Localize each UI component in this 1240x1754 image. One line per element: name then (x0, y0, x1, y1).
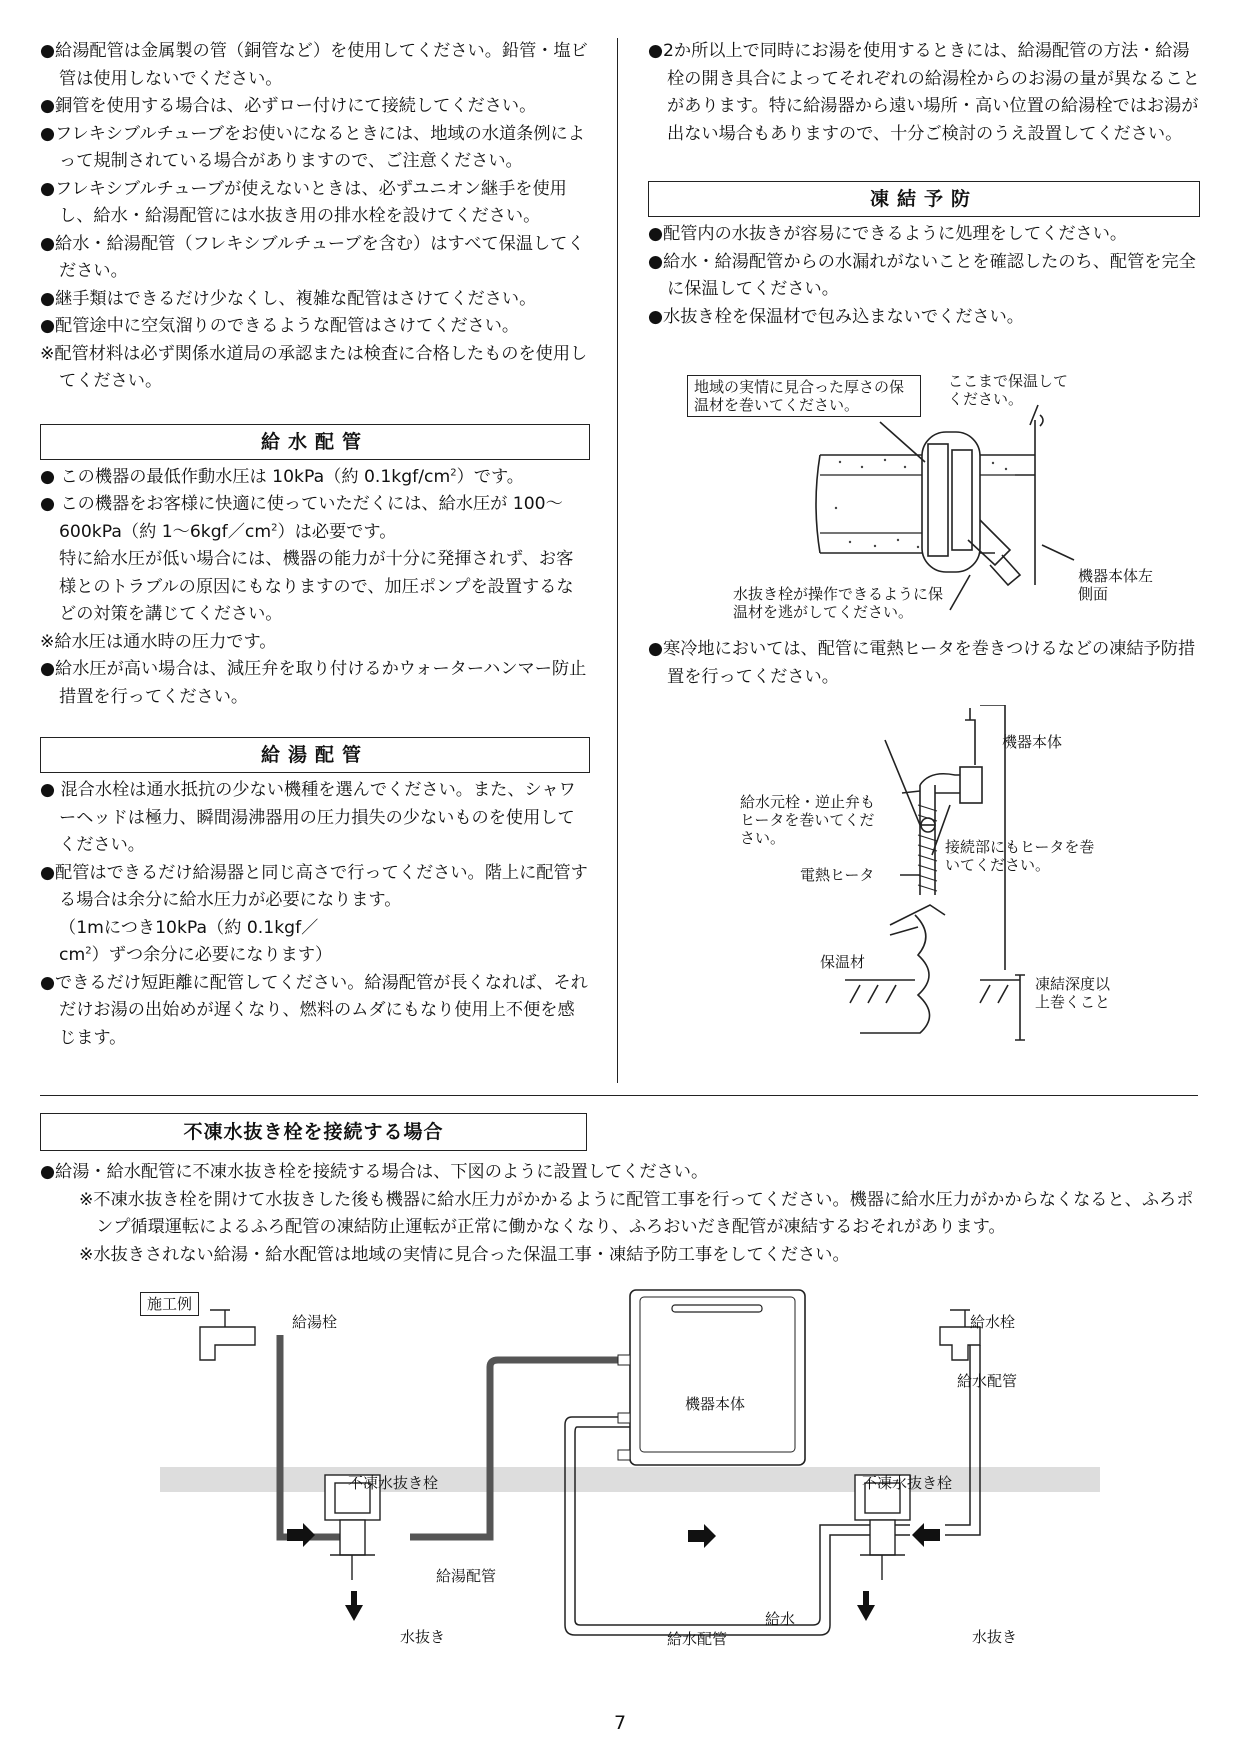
note-item (40, 231, 590, 286)
hot-tap-icon (200, 1310, 255, 1360)
bullet-marker: ● (40, 288, 55, 309)
hot-text-cont (40, 915, 590, 970)
cold-region-section (648, 636, 1200, 691)
note-item (40, 286, 590, 314)
insulation-texture (835, 459, 1007, 548)
cold-pipe-label-right: 給水配管 (957, 1372, 1018, 1390)
right-column (648, 38, 1200, 331)
superscript: 2 (271, 521, 278, 533)
right-top-item: ●2か所以上で同時にお湯を使用するときには、給湯配管の方法・給湯栓の開き具合によってそれぞれの給湯栓からのお湯の量が異なることがあります。特に給湯器から遠い場所・高い位置の給湯栓ではお湯が出ない場合もありますので、十分ご検討のうえ設置してください。 (648, 41, 1200, 144)
freeze-item: ●水抜き栓を保温材で包み込まないでください。 (648, 306, 1024, 327)
bullet-marker: ● (40, 316, 55, 336)
note-item (40, 341, 590, 396)
page-number: 7 (613, 1712, 627, 1734)
hot-item: ● 混合水栓は通水抵抗の少ない機種を選んでください。また、シャワーヘッドは極力、瞬間湯沸器用の圧力損失の少ないものを使用してください。 (40, 780, 576, 855)
freeze-prevention-heading: 凍結予防 (648, 181, 1200, 217)
example-label: 施工例 (140, 1292, 199, 1316)
supply-text: 給水圧が高い場合は、減圧弁を取り付けるかウォーターハンマー防止措置を行ってください。 (55, 659, 587, 707)
valve-left-label: 不凍水抜き栓 (348, 1474, 439, 1492)
supply-text: 特に給水圧が低い場合には、機器の能力が十分に発揮されず、お客様とのトラブルの原因にもなりますので、加圧ポンプを設置するなどの対策を講じてください。 (59, 549, 574, 624)
cold-region-item: ●寒冷地においては、配管に電熱ヒータを巻きつけるなどの凍結予防措置を行ってください。 (648, 639, 1196, 687)
hot-pipe-label: 給湯配管 (436, 1567, 497, 1585)
note-text: 給湯配管は金属製の管（銅管など）を使用してください。鉛管・塩ビ管は使用しないでください。 (55, 41, 588, 89)
freeze-text: 水抜き栓を保温材で包み込まないでください。 (663, 306, 1024, 327)
note-item (40, 176, 590, 231)
drain-left-label: 水抜き (400, 1628, 446, 1646)
supply-text: ）です。 (456, 466, 524, 487)
hot-text: できるだけ短距離に配管してください。給湯配管が長くなれば、それだけお湯の出始めが遅くなり、燃料のムダにもなり使用上不便を感じます。 (55, 972, 588, 1048)
bullet-marker: ● (40, 233, 55, 254)
insulation-callout-box: 地域の実情に見合った厚さの保温材を巻いてください。 (687, 375, 921, 417)
unit-side-label: 機器本体左側面 (1078, 567, 1154, 603)
freeze-item: ●配管内の水抜きが容易にできるように処理をしてください。 (648, 224, 1128, 244)
note-item (40, 93, 590, 121)
supply-pipe-heading: 給水配管 (40, 424, 590, 460)
bullet-marker: ● (40, 96, 55, 116)
antifreeze-valve-section (40, 1159, 1205, 1269)
unit-body-label: 機器本体 (1002, 733, 1063, 751)
antifreeze-item: ●給湯・給水配管に不凍水抜き栓を接続する場合は、下図のように設置してください。 (40, 1162, 709, 1182)
column-divider (617, 38, 618, 1083)
hot-text: ）ずつ余分に必要になります） (91, 945, 333, 965)
valve-right-label: 不凍水抜き栓 (862, 1474, 953, 1492)
freeze-text: 給水・給湯配管からの水漏れがないことを確認したのち、配管を完全に保温してください。 (663, 251, 1196, 299)
supply-label: 給水 (765, 1610, 796, 1628)
bullet-marker: ● (40, 41, 55, 61)
supply-note: ※給水圧は通水時の圧力です。 (40, 631, 277, 652)
supply-item: ● この機器の最低作動水圧は 10kPa（約 $0.1kgf/cm^2$）です。 (40, 466, 524, 487)
antifreeze-text: 給湯・給水配管に不凍水抜き栓を接続する場合は、下図のように設置してください。 (55, 1162, 709, 1182)
insulate-here-label: ここまで保温してください。 (948, 372, 1069, 408)
hot-tap-label: 給湯栓 (292, 1313, 338, 1331)
joint-heater-label: 接続部にもヒータを巻いてください。 (945, 838, 1095, 874)
antifreeze-note: ※水抜きされない給湯・給水配管は地域の実情に見合った保温工事・凍結予防工事をしてください。 (79, 1244, 850, 1265)
general-notes (40, 38, 590, 396)
asterisk-marker: ※ (40, 343, 55, 364)
note-text: 配管材料は必ず関係水道局の承認または検査に合格したものを使用してください。 (54, 343, 588, 391)
note-item (40, 38, 590, 93)
bullet-marker: ● (40, 123, 55, 144)
freeze-text: 配管内の水抜きが容易にできるように処理をしてください。 (663, 224, 1128, 244)
note-text: 給水・給湯配管（フレキシブルチューブを含む）はすべて保温してください。 (55, 233, 585, 281)
hot-text: 混合水栓は通水抵抗の少ない機種を選んでください。また、シャワーヘッドは極力、瞬間湯沸器用の圧力損失の少ないものを使用してください。 (59, 780, 576, 855)
right-text: 2か所以上で同時にお湯を使用するときには、給湯配管の方法・給湯栓の開き具合によってそれぞれの給湯栓からのお湯の量が異なることがあります。特に給湯器から遠い場所・高い位置の給湯栓ではお湯が出ない場合もありますので、十分ご検討のうえ設置してください。 (663, 41, 1200, 144)
bullet-marker: ● (40, 178, 55, 199)
cold-text: 寒冷地においては、配管に電熱ヒータを巻きつけるなどの凍結予防措置を行ってください。 (663, 639, 1196, 687)
section-rule (40, 1095, 1198, 1096)
supply-pipe-label: 給水配管 (667, 1630, 728, 1648)
supply-text: この機器の最低作動水圧は 10kPa（約 0.1kgf/cm (60, 466, 451, 487)
freeze-item: ●給水・給湯配管からの水漏れがないことを確認したのち、配管を完全に保温してください。 (648, 251, 1196, 299)
electric-heater-label: 電熱ヒータ (800, 866, 875, 884)
note-item (40, 313, 590, 341)
note-text: フレキシブルチューブをお使いになるときには、地域の水道条例によって規制されている場合がありますので、ご注意ください。 (55, 123, 585, 171)
antifreeze-text: 不凍水抜き栓を開けて水抜きした後も機器に給水圧力がかかるように配管工事を行ってください。機器に給水圧力がかからなくなると、ふろポンプ循環運転によるふろ配管の凍結防止運転が正常に働かなくなり、ふろおいだき配管が凍結するおそれがあります。 (93, 1189, 1194, 1237)
hot-pipe-right (410, 1360, 630, 1537)
left-column (40, 38, 590, 1052)
note-text: 継手類はできるだけ少なくし、複雑な配管はさけてください。 (55, 288, 537, 309)
antifreeze-text: 水抜きされない給湯・給水配管は地域の実情に見合った保温工事・凍結予防工事をしてください。 (93, 1244, 850, 1265)
insulation-label: 保温材 (820, 953, 866, 971)
hot-item: ●できるだけ短距離に配管してください。給湯配管が長くなれば、それだけお湯の出始めが遅くなり、燃料のムダにもなり使用上不便を感じます。 (40, 972, 588, 1048)
hot-text: 配管はできるだけ給湯器と同じ高さで行ってください。階上に配管する場合は余分に給水圧力が必要になります。 (55, 862, 588, 910)
valve-heater-label: 給水元栓・逆止弁もヒータを巻いてください。 (740, 793, 876, 847)
cold-tap-label: 給水栓 (970, 1313, 1016, 1331)
note-text: 配管途中に空気溜りのできるような配管はさけてください。 (55, 316, 520, 336)
water-heater-unit (630, 1290, 805, 1465)
supply-text: ）は必要です。 (277, 521, 397, 542)
drain-valve-label: 水抜き栓が操作できるように保温材を逃がしてください。 (733, 585, 944, 621)
note-item (40, 121, 590, 176)
supply-item: ●給水圧が高い場合は、減圧弁を取り付けるかウォーターハンマー防止措置を行ってください。 (40, 659, 587, 707)
note-text: フレキシブルチューブが使えないときは、必ずユニオン継手を使用し、給水・給湯配管には水抜き用の排水栓を設けてください。 (55, 178, 567, 226)
installation-diagram (140, 1285, 1120, 1675)
hot-pipe-heading: 給湯配管 (40, 737, 590, 773)
ground (160, 1467, 1100, 1492)
supply-text: この機器をお客様に快適に使っていただくには、給水圧が 100〜600kPa（約 1〜6kgf／cm (59, 494, 563, 542)
supply-pipe-section (40, 464, 590, 712)
superscript: 2 (85, 945, 92, 957)
unit-label: 機器本体 (685, 1395, 746, 1413)
antifreeze-note: ※不凍水抜き栓を開けて水抜きした後も機器に給水圧力がかかるように配管工事を行ってください。機器に給水圧力がかからなくなると、ふろポンプ循環運転によるふろ配管の凍結防止運転が正常に働かなくなり、ふろおいだき配管が凍結するおそれがあります。 (79, 1189, 1194, 1237)
hot-pipe-section (40, 777, 590, 1052)
drain-right-label: 水抜き (972, 1628, 1018, 1646)
supply-item: ● この機器をお客様に快適に使っていただくには、給水圧が 100〜600kPa（約 1〜$6kgf/cm^2$）は必要です。 (40, 494, 563, 542)
hot-text: （1mにつき10kPa（約 0.1kgf／cm (59, 917, 319, 965)
note-text: 銅管を使用する場合は、必ずロー付けにて接続してください。 (55, 96, 537, 116)
flow-arrows (287, 1523, 940, 1621)
superscript: 2 (450, 466, 457, 478)
freeze-prevention-section (648, 221, 1200, 331)
frost-depth-label: 凍結深度以上巻くこと (1035, 975, 1111, 1011)
hot-item: ●配管はできるだけ給湯器と同じ高さで行ってください。階上に配管する場合は余分に給水圧力が必要になります。 (40, 862, 588, 910)
antifreeze-valve-heading: 不凍水抜き栓を接続する場合 (40, 1113, 587, 1151)
note-text: 給水圧は通水時の圧力です。 (54, 631, 277, 652)
